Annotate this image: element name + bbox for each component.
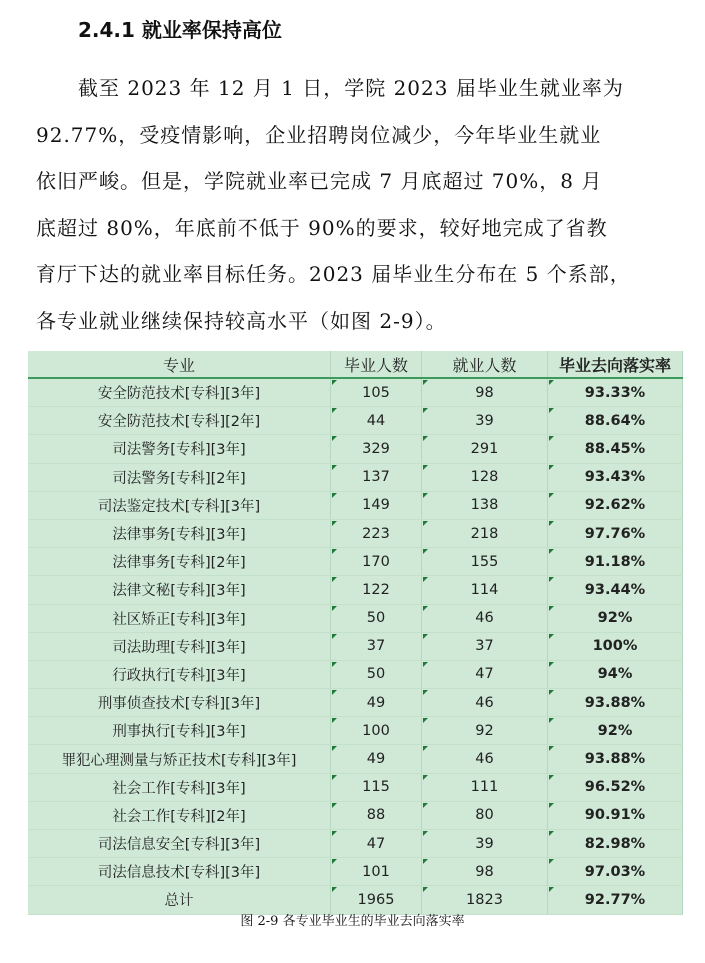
cell-graduates: 149 — [331, 491, 422, 519]
cell-rate: 88.45% — [548, 435, 683, 463]
cell-major: 社会工作[专科][3年] — [28, 773, 331, 801]
cell-employed: 111 — [422, 773, 548, 801]
paragraph-line: 育厅下达的就业率目标任务。2023 届毕业生分布在 5 个系部， — [36, 262, 631, 286]
table-row — [28, 378, 683, 407]
header-rate: 毕业去向落实率 — [548, 351, 683, 378]
table-row — [28, 548, 683, 576]
cell-major: 法律事务[专科][2年] — [28, 548, 331, 576]
cell-graduates: 47 — [331, 830, 422, 858]
cell-graduates: 170 — [331, 548, 422, 576]
cell-major: 安全防范技术[专科][3年] — [28, 378, 331, 407]
cell-rate: 91.18% — [548, 548, 683, 576]
table-row — [28, 830, 683, 858]
cell-major: 刑事侦查技术[专科][3年] — [28, 689, 331, 717]
cell-major: 司法信息技术[专科][3年] — [28, 858, 331, 886]
table-row — [28, 660, 683, 688]
cell-graduates: 49 — [331, 745, 422, 773]
cell-major: 总计 — [28, 886, 331, 914]
paragraph-line: 92.77%，受疫情影响，企业招聘岗位减少，今年毕业生就业 — [36, 122, 602, 147]
cell-graduates: 329 — [331, 435, 422, 463]
cell-employed: 80 — [422, 801, 548, 829]
cell-graduates: 88 — [331, 801, 422, 829]
paragraph-line: 截至 2023 年 12 月 1 日，学院 2023 届毕业生就业率为 — [36, 76, 624, 100]
employment-table — [28, 351, 683, 915]
cell-rate: 90.91% — [548, 801, 683, 829]
cell-major: 司法助理[专科][3年] — [28, 632, 331, 660]
table-row — [28, 519, 683, 547]
cell-graduates: 100 — [331, 717, 422, 745]
cell-employed: 114 — [422, 576, 548, 604]
cell-employed: 92 — [422, 717, 548, 745]
cell-major: 司法警务[专科][3年] — [28, 435, 331, 463]
table-row — [28, 773, 683, 801]
header-major: 专业 — [28, 351, 331, 378]
header-employed: 就业人数 — [422, 351, 548, 378]
table-row — [28, 435, 683, 463]
cell-rate: 92% — [548, 604, 683, 632]
cell-rate: 93.88% — [548, 745, 683, 773]
cell-major: 司法鉴定技术[专科][3年] — [28, 491, 331, 519]
cell-rate: 92% — [548, 717, 683, 745]
cell-major: 社会工作[专科][2年] — [28, 801, 331, 829]
cell-employed: 47 — [422, 660, 548, 688]
cell-major: 司法警务[专科][2年] — [28, 463, 331, 491]
cell-employed: 291 — [422, 435, 548, 463]
cell-graduates: 223 — [331, 519, 422, 547]
cell-employed: 218 — [422, 519, 548, 547]
cell-employed: 128 — [422, 463, 548, 491]
cell-graduates: 44 — [331, 407, 422, 435]
table-row — [28, 604, 683, 632]
cell-employed: 138 — [422, 491, 548, 519]
cell-rate: 97.76% — [548, 519, 683, 547]
cell-graduates: 122 — [331, 576, 422, 604]
table-row — [28, 801, 683, 829]
cell-major: 行政执行[专科][3年] — [28, 660, 331, 688]
cell-rate: 93.33% — [548, 378, 683, 407]
cell-employed: 46 — [422, 745, 548, 773]
table-row — [28, 491, 683, 519]
cell-graduates: 49 — [331, 689, 422, 717]
cell-graduates: 37 — [331, 632, 422, 660]
cell-employed: 37 — [422, 632, 548, 660]
cell-employed: 46 — [422, 604, 548, 632]
cell-rate: 96.52% — [548, 773, 683, 801]
cell-graduates: 115 — [331, 773, 422, 801]
cell-graduates: 101 — [331, 858, 422, 886]
body-paragraph — [36, 70, 676, 349]
cell-major: 刑事执行[专科][3年] — [28, 717, 331, 745]
cell-rate: 94% — [548, 660, 683, 688]
paragraph-line: 依旧严峻。但是，学院就业率已完成 7 月底超过 70%，8 月 — [36, 169, 603, 193]
cell-major: 法律事务[专科][3年] — [28, 519, 331, 547]
cell-rate: 93.88% — [548, 689, 683, 717]
cell-graduates: 50 — [331, 660, 422, 688]
cell-rate: 97.03% — [548, 858, 683, 886]
cell-employed: 39 — [422, 407, 548, 435]
cell-rate: 88.64% — [548, 407, 683, 435]
table-row — [28, 717, 683, 745]
table-row — [28, 576, 683, 604]
header-graduates: 毕业人数 — [331, 351, 422, 378]
cell-graduates: 1965 — [331, 886, 422, 914]
cell-rate: 82.98% — [548, 830, 683, 858]
cell-rate: 92.62% — [548, 491, 683, 519]
table-row — [28, 745, 683, 773]
table-row — [28, 407, 683, 435]
paragraph-line: 各专业就业继续保持较高水平（如图 2-9）。 — [36, 308, 447, 333]
cell-major: 法律文秘[专科][3年] — [28, 576, 331, 604]
cell-rate: 93.44% — [548, 576, 683, 604]
cell-employed: 1823 — [422, 886, 548, 914]
cell-graduates: 137 — [331, 463, 422, 491]
paragraph-line: 底超过 80%，年底前不低于 90%的要求，较好地完成了省教 — [36, 215, 608, 240]
table-row — [28, 689, 683, 717]
cell-graduates: 105 — [331, 378, 422, 407]
cell-employed: 155 — [422, 548, 548, 576]
cell-employed: 46 — [422, 689, 548, 717]
cell-employed: 98 — [422, 858, 548, 886]
cell-graduates: 50 — [331, 604, 422, 632]
table-header-row — [28, 351, 683, 378]
table-row — [28, 858, 683, 886]
table-row — [28, 632, 683, 660]
section-heading: 2.4.1 就业率保持高位 — [78, 18, 282, 42]
cell-rate: 92.77% — [548, 886, 683, 914]
cell-major: 司法信息安全[专科][3年] — [28, 830, 331, 858]
cell-major: 安全防范技术[专科][2年] — [28, 407, 331, 435]
cell-major: 社区矫正[专科][3年] — [28, 604, 331, 632]
cell-rate: 100% — [548, 632, 683, 660]
cell-employed: 98 — [422, 378, 548, 407]
figure-caption: 图 2-9 各专业毕业生的毕业去向落实率 — [240, 914, 465, 929]
table-row — [28, 463, 683, 491]
cell-major: 罪犯心理测量与矫正技术[专科][3年] — [28, 745, 331, 773]
cell-employed: 39 — [422, 830, 548, 858]
cell-rate: 93.43% — [548, 463, 683, 491]
